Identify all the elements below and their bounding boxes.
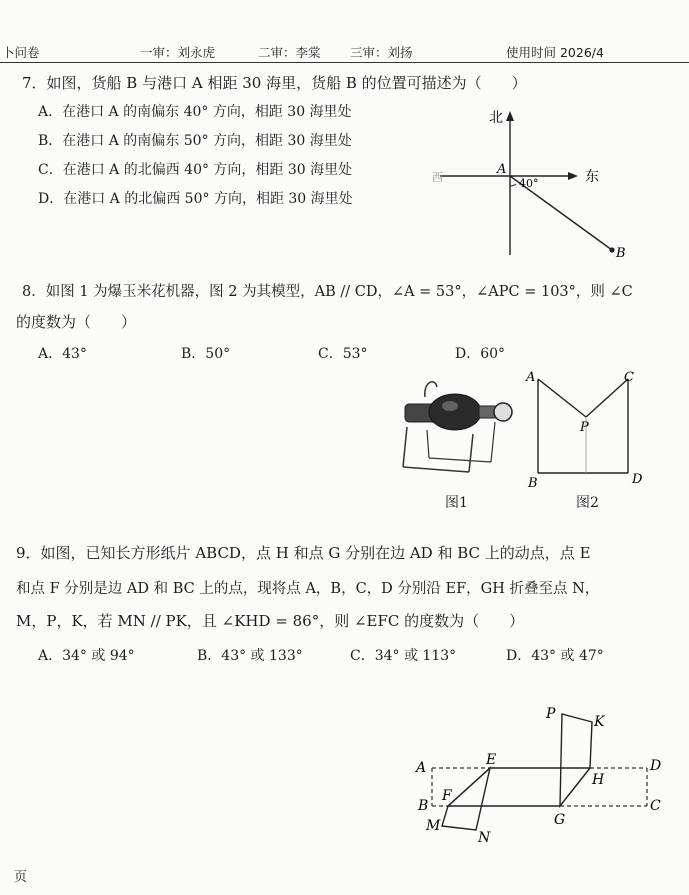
q8-label-b: B bbox=[528, 476, 538, 490]
q9-label-e: E bbox=[486, 752, 497, 768]
q7-option-d: D．在港口 A 的北偏西 50° 方向，相距 30 海里处 bbox=[38, 191, 353, 207]
q9-label-a: A bbox=[416, 760, 427, 776]
q8-segment-ap bbox=[538, 379, 586, 417]
q7-point-b-dot bbox=[609, 247, 614, 252]
q9-label-c: C bbox=[650, 798, 661, 814]
q9-label-n: N bbox=[478, 830, 491, 846]
header-review1: 一审：刘永虎 bbox=[140, 45, 216, 60]
q9-stem-line3: M，P，K，若 MN // PK，且 ∠KHD = 86°，则 ∠EFC 的度数为（ ） bbox=[16, 612, 525, 630]
q9-label-h: H bbox=[592, 772, 605, 788]
q7-option-c: C．在港口 A 的北偏西 40° 方向，相距 30 海里处 bbox=[38, 162, 353, 178]
q9-label-g: G bbox=[554, 812, 566, 828]
q9-label-k: K bbox=[594, 714, 605, 730]
header-date: 使用时间 2026/4 bbox=[506, 45, 604, 60]
q9-option-b: B．43° 或 133° bbox=[197, 648, 303, 664]
q9-stem-line1: 9．如图，已知长方形纸片 ABCD，点 H 和点 G 分别在边 AD 和 BC 上的动点，点 E bbox=[16, 544, 591, 562]
q7-north-arrow bbox=[506, 111, 514, 121]
q7-label-a: A bbox=[497, 162, 507, 177]
q7-east-arrow bbox=[568, 172, 578, 180]
q9-label-m: M bbox=[426, 818, 441, 834]
q7-stem: 7．如图，货船 B 与港口 A 相距 30 海里，货船 B 的位置可描述为（ ） bbox=[22, 74, 527, 92]
q8-option-a: A．43° bbox=[38, 346, 87, 362]
q8-fig2-caption: 图2 bbox=[576, 495, 599, 511]
q9-label-d: D bbox=[650, 758, 662, 774]
q7-label-west: 西 bbox=[432, 171, 443, 184]
q8-label-a: A bbox=[526, 370, 536, 385]
page-header bbox=[0, 40, 689, 63]
q7-label-b: B bbox=[616, 246, 626, 261]
q9-label-b: B bbox=[418, 798, 429, 814]
q9-stem-line2: 和点 F 分别是边 AD 和 BC 上的点，现将点 A，B，C，D 分别沿 EF，GH 折叠至点 N， bbox=[16, 581, 600, 597]
q8-stem-line2: 的度数为（ ） bbox=[16, 313, 137, 331]
q7-label-angle: 40° bbox=[519, 177, 539, 190]
q8-option-d: D．60° bbox=[455, 346, 506, 362]
q8-fig1-caption: 图1 bbox=[445, 495, 468, 511]
q8-segment-pc bbox=[586, 379, 628, 417]
q9-option-d: D．43° 或 47° bbox=[506, 648, 604, 664]
q9-option-a: A．34° 或 94° bbox=[38, 648, 135, 664]
q7-option-a: A．在港口 A 的南偏东 40° 方向，相距 30 海里处 bbox=[38, 104, 352, 120]
header-review3: 三审：刘扬 bbox=[350, 45, 413, 60]
header-review2: 二审：李棠 bbox=[258, 45, 321, 60]
q8-stem-line1: 8．如图 1 为爆玉米花机器，图 2 为其模型，AB // CD，∠A = 53°，∠APC = 103°，则 ∠C bbox=[22, 284, 633, 300]
header-paper-title: 卜问卷 bbox=[2, 45, 40, 60]
q9-label-f: F bbox=[442, 788, 452, 804]
q9-option-c: C．34° 或 113° bbox=[350, 648, 457, 664]
page-footer-label: 页 bbox=[14, 870, 28, 885]
q8-label-c: C bbox=[624, 370, 634, 385]
q7-label-north: 北 bbox=[489, 110, 503, 126]
q7-angle-arc bbox=[510, 184, 516, 186]
q8-option-b: B．50° bbox=[181, 346, 231, 362]
q8-model-figure bbox=[520, 365, 650, 490]
q9-folded-flap-right bbox=[560, 714, 592, 806]
q8-option-c: C．53° bbox=[318, 346, 368, 362]
q7-option-b: B．在港口 A 的南偏东 50° 方向，相距 30 海里处 bbox=[38, 133, 352, 149]
q9-fold-figure bbox=[410, 700, 680, 860]
q9-label-p: P bbox=[546, 706, 556, 722]
q8-label-d: D bbox=[632, 472, 643, 487]
q8-label-p: P bbox=[580, 420, 589, 435]
q7-compass-figure bbox=[420, 105, 640, 265]
q8-popcorn-machine-image bbox=[395, 372, 515, 482]
q7-label-east: 东 bbox=[585, 169, 599, 185]
